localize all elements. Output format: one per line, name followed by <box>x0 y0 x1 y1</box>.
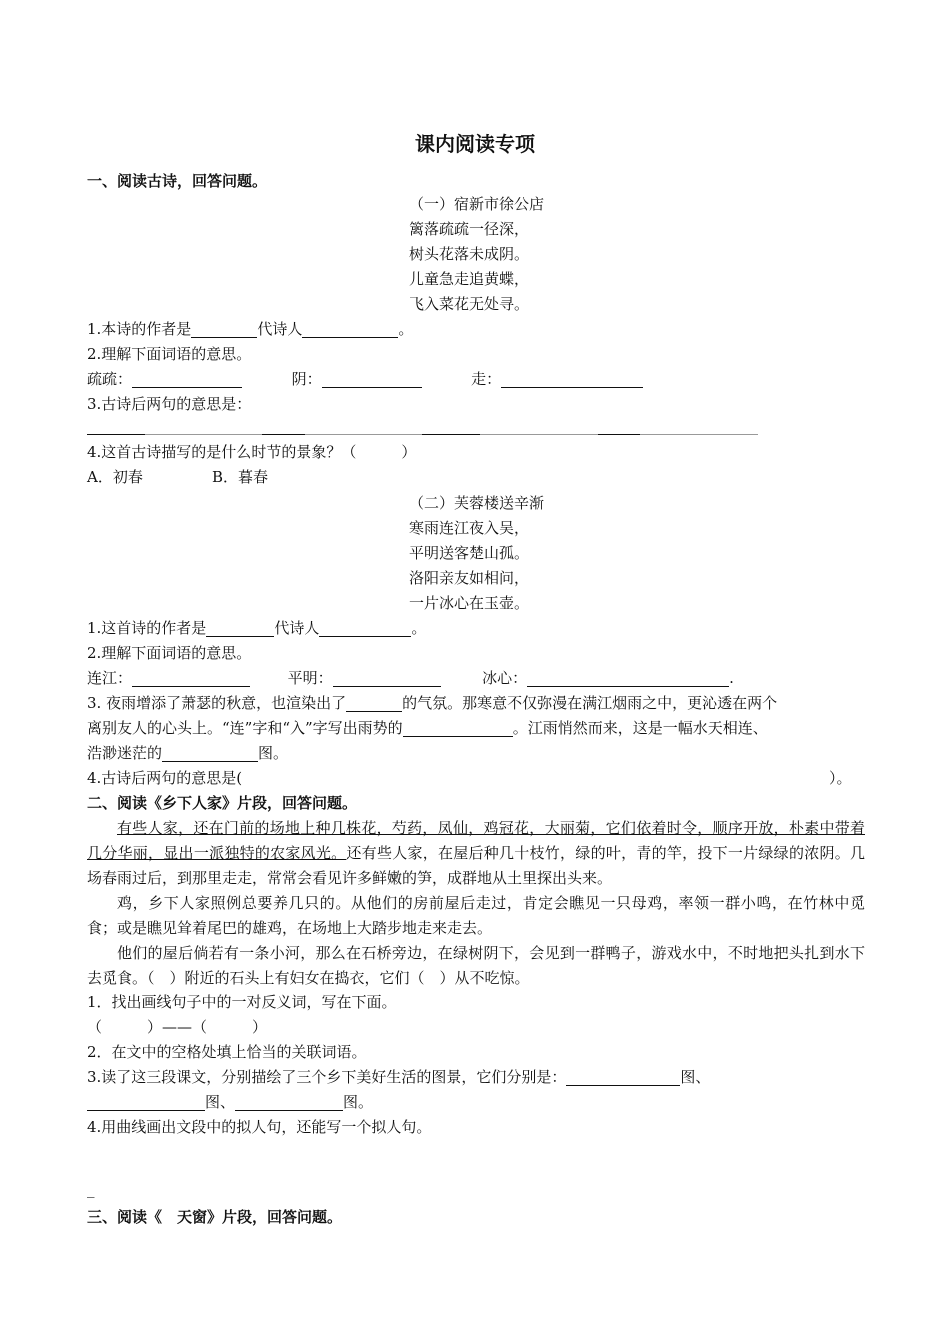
answer-blank[interactable] <box>319 620 411 637</box>
question-conjunctions: 2．在文中的空格处填上恰当的关联词语。 <box>87 1043 367 1061</box>
section3-heading: 三、阅读《 天窗》片段，回答问题。 <box>87 1208 343 1226</box>
poem2-line: 一片冰心在玉壶。 <box>409 594 530 612</box>
question-scenes: 3.读了这三段课文，分别描绘了三个乡下美好生活的图景，它们分别是： 图、 <box>87 1068 711 1086</box>
answer-blank[interactable] <box>132 670 250 687</box>
question-personification: 4.用曲线画出文段中的拟人句，还能写一个拟人句。 <box>87 1118 432 1136</box>
answer-line[interactable] <box>87 434 145 435</box>
answer-blank[interactable] <box>235 1094 343 1111</box>
answer-line[interactable] <box>640 434 758 435</box>
option-a[interactable]: A．初春 <box>87 468 143 486</box>
answer-blank[interactable] <box>566 1069 680 1086</box>
section1-heading: 一、阅读古诗，回答问题。 <box>87 172 268 190</box>
answer-blank[interactable] <box>162 745 258 762</box>
answer-line[interactable] <box>305 434 422 435</box>
answer-mark[interactable]: _ <box>87 1180 95 1198</box>
passage-paragraph: 他们的屋后倘若有一条小河，那么在石桥旁边，在绿树阴下，会见到一群鸭子，游戏水中，不时地把头扎到水下去觅食。（ ）附近的石头上有妇女在捣衣，它们（ ）从不吃惊。 <box>87 944 865 987</box>
answer-blank[interactable] <box>302 321 398 338</box>
question-meanings: 2.理解下面词语的意思。 <box>87 644 252 662</box>
passage-paragraph: 有些人家，还在门前的场地上种几株花，芍药，凤仙，鸡冠花，大丽菊，它们依着时令，顺序开放，朴素中带着几分华丽，显出一派独特的农家风光。还有些人家，在屋后种几十枝竹，绿的叶，青的竿，投下一片绿绿的浓阴。几场春雨过后，到那里走走，常常会看见许多鲜嫩的笋，成群地从土里探出头来。 <box>87 819 865 887</box>
poem1-line: 飞入菜花无处寻。 <box>409 295 530 313</box>
answer-line[interactable] <box>262 434 305 435</box>
answer-blank[interactable] <box>206 620 274 637</box>
poem2-line: 洛阳亲友如相问， <box>409 569 530 587</box>
question-meaning-lines: 4.古诗后两句的意思是( <box>87 769 243 787</box>
word-meaning-row: 连江： 平明： 冰心： . <box>87 669 734 687</box>
question-meanings: 2.理解下面词语的意思。 <box>87 345 252 363</box>
question-close-paren: ）。 <box>829 769 852 787</box>
question-appreciation: 3. 夜雨增添了萧瑟的秋意，也渲染出了 的气氛。那寒意不仅弥漫在满江烟雨之中，更沁透在两个 <box>87 694 778 712</box>
answer-blank[interactable] <box>403 720 513 737</box>
answer-blank[interactable] <box>132 371 242 388</box>
poem1-line: 儿童急走追黄蝶， <box>409 270 530 288</box>
question-appreciation-line2: 离别友人的心头上。“连”字和“入”字写出雨势的 。江雨悄然而来，这是一幅水天相连、 <box>87 719 768 737</box>
poem1-line: 篱落疏疏一径深， <box>409 220 530 238</box>
poem2-title: （二）芙蓉楼送辛渐 <box>409 494 545 512</box>
section2-heading: 二、阅读《乡下人家》片段，回答问题。 <box>87 794 358 812</box>
answer-line[interactable] <box>598 434 640 435</box>
answer-blank[interactable] <box>322 371 422 388</box>
answer-blank[interactable] <box>87 1094 205 1111</box>
antonym-answer[interactable]: （ ）——（ ） <box>87 1018 268 1036</box>
poem2-line: 寒雨连江夜入吴， <box>409 519 530 537</box>
question-scenes-line2: 图、 图。 <box>87 1091 373 1113</box>
answer-blank[interactable] <box>527 670 729 687</box>
answer-blank[interactable] <box>501 371 643 388</box>
poem1-line: 树头花落未成阴。 <box>409 245 530 263</box>
answer-blank[interactable] <box>191 321 257 338</box>
poem2-line: 平明送客楚山孤。 <box>409 544 530 562</box>
question-meaning-lines: 3.古诗后两句的意思是： <box>87 395 252 413</box>
passage-paragraph: 鸡，乡下人家照例总要养几只的。从他们的房前屋后走过，肯定会瞧见一只母鸡，率领一群小鸣，在竹林中觅食；或是瞧见耸着尾巴的雄鸡，在场地上大踏步地走来走去。 <box>87 894 865 937</box>
poem1-title: （一）宿新市徐公店 <box>409 195 545 213</box>
answer-blank[interactable] <box>333 670 441 687</box>
question-season: 4.这首古诗描写的是什么时节的景象？（ ） <box>87 443 417 461</box>
page-title: 课内阅读专项 <box>415 132 535 156</box>
answer-line[interactable] <box>480 434 598 435</box>
word-meaning-row: 疏疏： 阴： 走： <box>87 368 643 390</box>
question-author: 1.这首诗的作者是 代诗人 。 <box>87 619 427 637</box>
option-b[interactable]: B．暮春 <box>212 468 269 486</box>
answer-line[interactable] <box>422 434 480 435</box>
question-author: 1.本诗的作者是 代诗人 。 <box>87 320 414 338</box>
answer-blank[interactable] <box>346 695 402 712</box>
question-antonyms: 1．找出画线句子中的一对反义词，写在下面。 <box>87 993 397 1011</box>
question-appreciation-line3: 浩渺迷茫的 图。 <box>87 744 289 762</box>
answer-line[interactable] <box>145 434 262 435</box>
underlined-sentence: 有些人家，还在门前的场地上种几株花，芍药，凤仙，鸡冠花，大丽菊，它们依着时令，顺序开放，朴素中带着几分华丽，显出一派独特的农家风光。 <box>87 819 865 862</box>
